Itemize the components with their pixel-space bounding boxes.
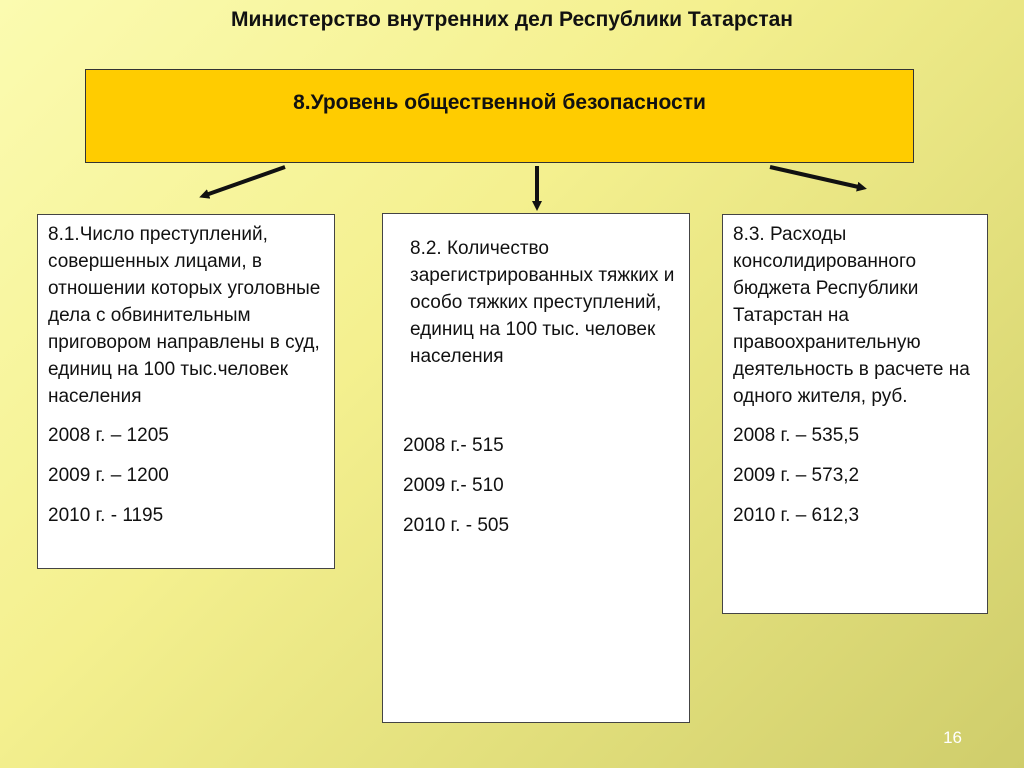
- card-stat-2010: 2010 г. – 612,3: [733, 505, 860, 526]
- card-stat-2008: 2008 г. – 535,5: [733, 425, 860, 446]
- arrow-right: [770, 167, 863, 188]
- card-stat-2010: 2010 г. - 505: [403, 515, 510, 536]
- card-description: 8.1.Число преступлений, совершенных лицами, в отношении которых уголовные дела с обвинительным приговором направлены в суд, единиц на 100 тыс.человек населения: [48, 224, 321, 407]
- indicator-card-8-3: [722, 214, 988, 614]
- card-description: 8.3. Расходы консолидированного бюджета Республики Татарстан на правоохранительную деятельность в расчете на одного жителя, руб.: [733, 224, 970, 407]
- card-description: 8.2. Количество зарегистрированных тяжких и особо тяжких преступлений, единиц на 100 тыс. человек населения: [410, 238, 675, 367]
- card-stat-2008: 2008 г.- 515: [403, 435, 504, 456]
- card-stat-2009: 2009 г. – 1200: [48, 465, 169, 486]
- slide-title: Министерство внутренних дел Республики Татарстан: [230, 8, 793, 31]
- card-stat-2009: 2009 г.- 510: [403, 475, 504, 496]
- arrow-left: [203, 167, 285, 196]
- main-category-label: 8.Уровень общественной безопасности: [293, 91, 706, 114]
- card-stat-2010: 2010 г. - 1195: [48, 505, 164, 526]
- card-stats: [403, 432, 509, 552]
- indicator-card-8-2: [382, 213, 690, 723]
- page-number: 16: [943, 728, 962, 747]
- card-stat-2008: 2008 г. – 1205: [48, 425, 169, 446]
- indicator-card-8-1: [37, 214, 335, 569]
- card-stat-2009: 2009 г. – 573,2: [733, 465, 860, 486]
